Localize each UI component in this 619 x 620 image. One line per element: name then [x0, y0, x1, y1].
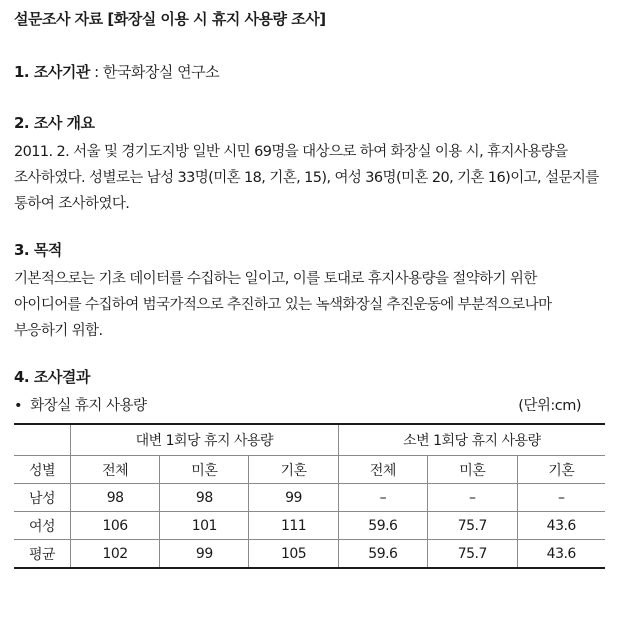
- table-cell: 106: [71, 512, 160, 540]
- table-cell: 43.6: [517, 540, 605, 569]
- group-header: 대변 1회당 휴지 사용량: [71, 424, 339, 456]
- table-cell: 99: [160, 540, 249, 569]
- table-cell: 101: [160, 512, 249, 540]
- results-table: [14, 423, 605, 569]
- table-row: [14, 512, 605, 540]
- table-cell: –: [428, 484, 517, 512]
- column-header: 미혼: [160, 456, 249, 484]
- table-cell: 75.7: [428, 512, 517, 540]
- table-cell: 75.7: [428, 540, 517, 569]
- row-label: 평균: [14, 540, 71, 569]
- organization-name: 한국화장실 연구소: [102, 63, 220, 81]
- section-heading: 1. 조사기관: [14, 63, 90, 81]
- overview-text: 2011. 2. 서울 및 경기도지방 일반 시민 69명을 대상으로 하여 화장실 이용 시, 휴지사용량을 조사하였다. 성별로는 남성 33명(미혼 18, 기혼, 15), 여성 36명(미혼 20, 기혼 16)이고, 설문지를 통하여 조사하였다.: [14, 144, 599, 212]
- bullet: •: [14, 398, 23, 414]
- table-cell: 59.6: [338, 512, 427, 540]
- unit-label: (단위:cm): [518, 398, 581, 414]
- column-header: 전체: [71, 456, 160, 484]
- table-row: [14, 484, 605, 512]
- section-results: [14, 366, 605, 569]
- separator: :: [89, 63, 103, 81]
- table-cell: 105: [249, 540, 338, 569]
- table-caption: [14, 394, 605, 415]
- document-title: 설문조사 자료 [화장실 이용 시 휴지 사용량 조사]: [14, 10, 326, 28]
- row-label: 여성: [14, 512, 71, 540]
- group-header: 소변 1회당 휴지 사용량: [338, 424, 605, 456]
- column-header: 성별: [14, 456, 71, 484]
- empty-corner-cell: [14, 424, 71, 456]
- table-cell: –: [338, 484, 427, 512]
- section-heading: 4. 조사결과: [14, 368, 90, 386]
- group-header-row: [14, 424, 605, 456]
- row-label: 남성: [14, 484, 71, 512]
- section-purpose: [14, 239, 605, 344]
- column-header: 미혼: [428, 456, 517, 484]
- section-overview: [14, 112, 605, 217]
- table-cell: 111: [249, 512, 338, 540]
- table-cell: 43.6: [517, 512, 605, 540]
- table-row: [14, 540, 605, 569]
- table-cell: 98: [160, 484, 249, 512]
- table-subtitle: 화장실 휴지 사용량: [30, 398, 147, 414]
- table-cell: 99: [249, 484, 338, 512]
- column-header: 기혼: [517, 456, 605, 484]
- column-header: 전체: [338, 456, 427, 484]
- section-organization: [14, 61, 605, 82]
- section-heading: 3. 목적: [14, 241, 62, 259]
- purpose-text: 기본적으로는 기초 데이터를 수집하는 일이고, 이를 토대로 휴지사용량을 절약하기 위한 아이디어를 수집하여 범국가적으로 추진하고 있는 녹색화장실 추진운동에 부분적으로나마 부응하기 위함.: [14, 271, 552, 339]
- column-header: 기혼: [249, 456, 338, 484]
- table-cell: –: [517, 484, 605, 512]
- table-cell: 59.6: [338, 540, 427, 569]
- table-cell: 102: [71, 540, 160, 569]
- table-cell: 98: [71, 484, 160, 512]
- section-heading: 2. 조사 개요: [14, 114, 95, 132]
- sub-header-row: [14, 456, 605, 484]
